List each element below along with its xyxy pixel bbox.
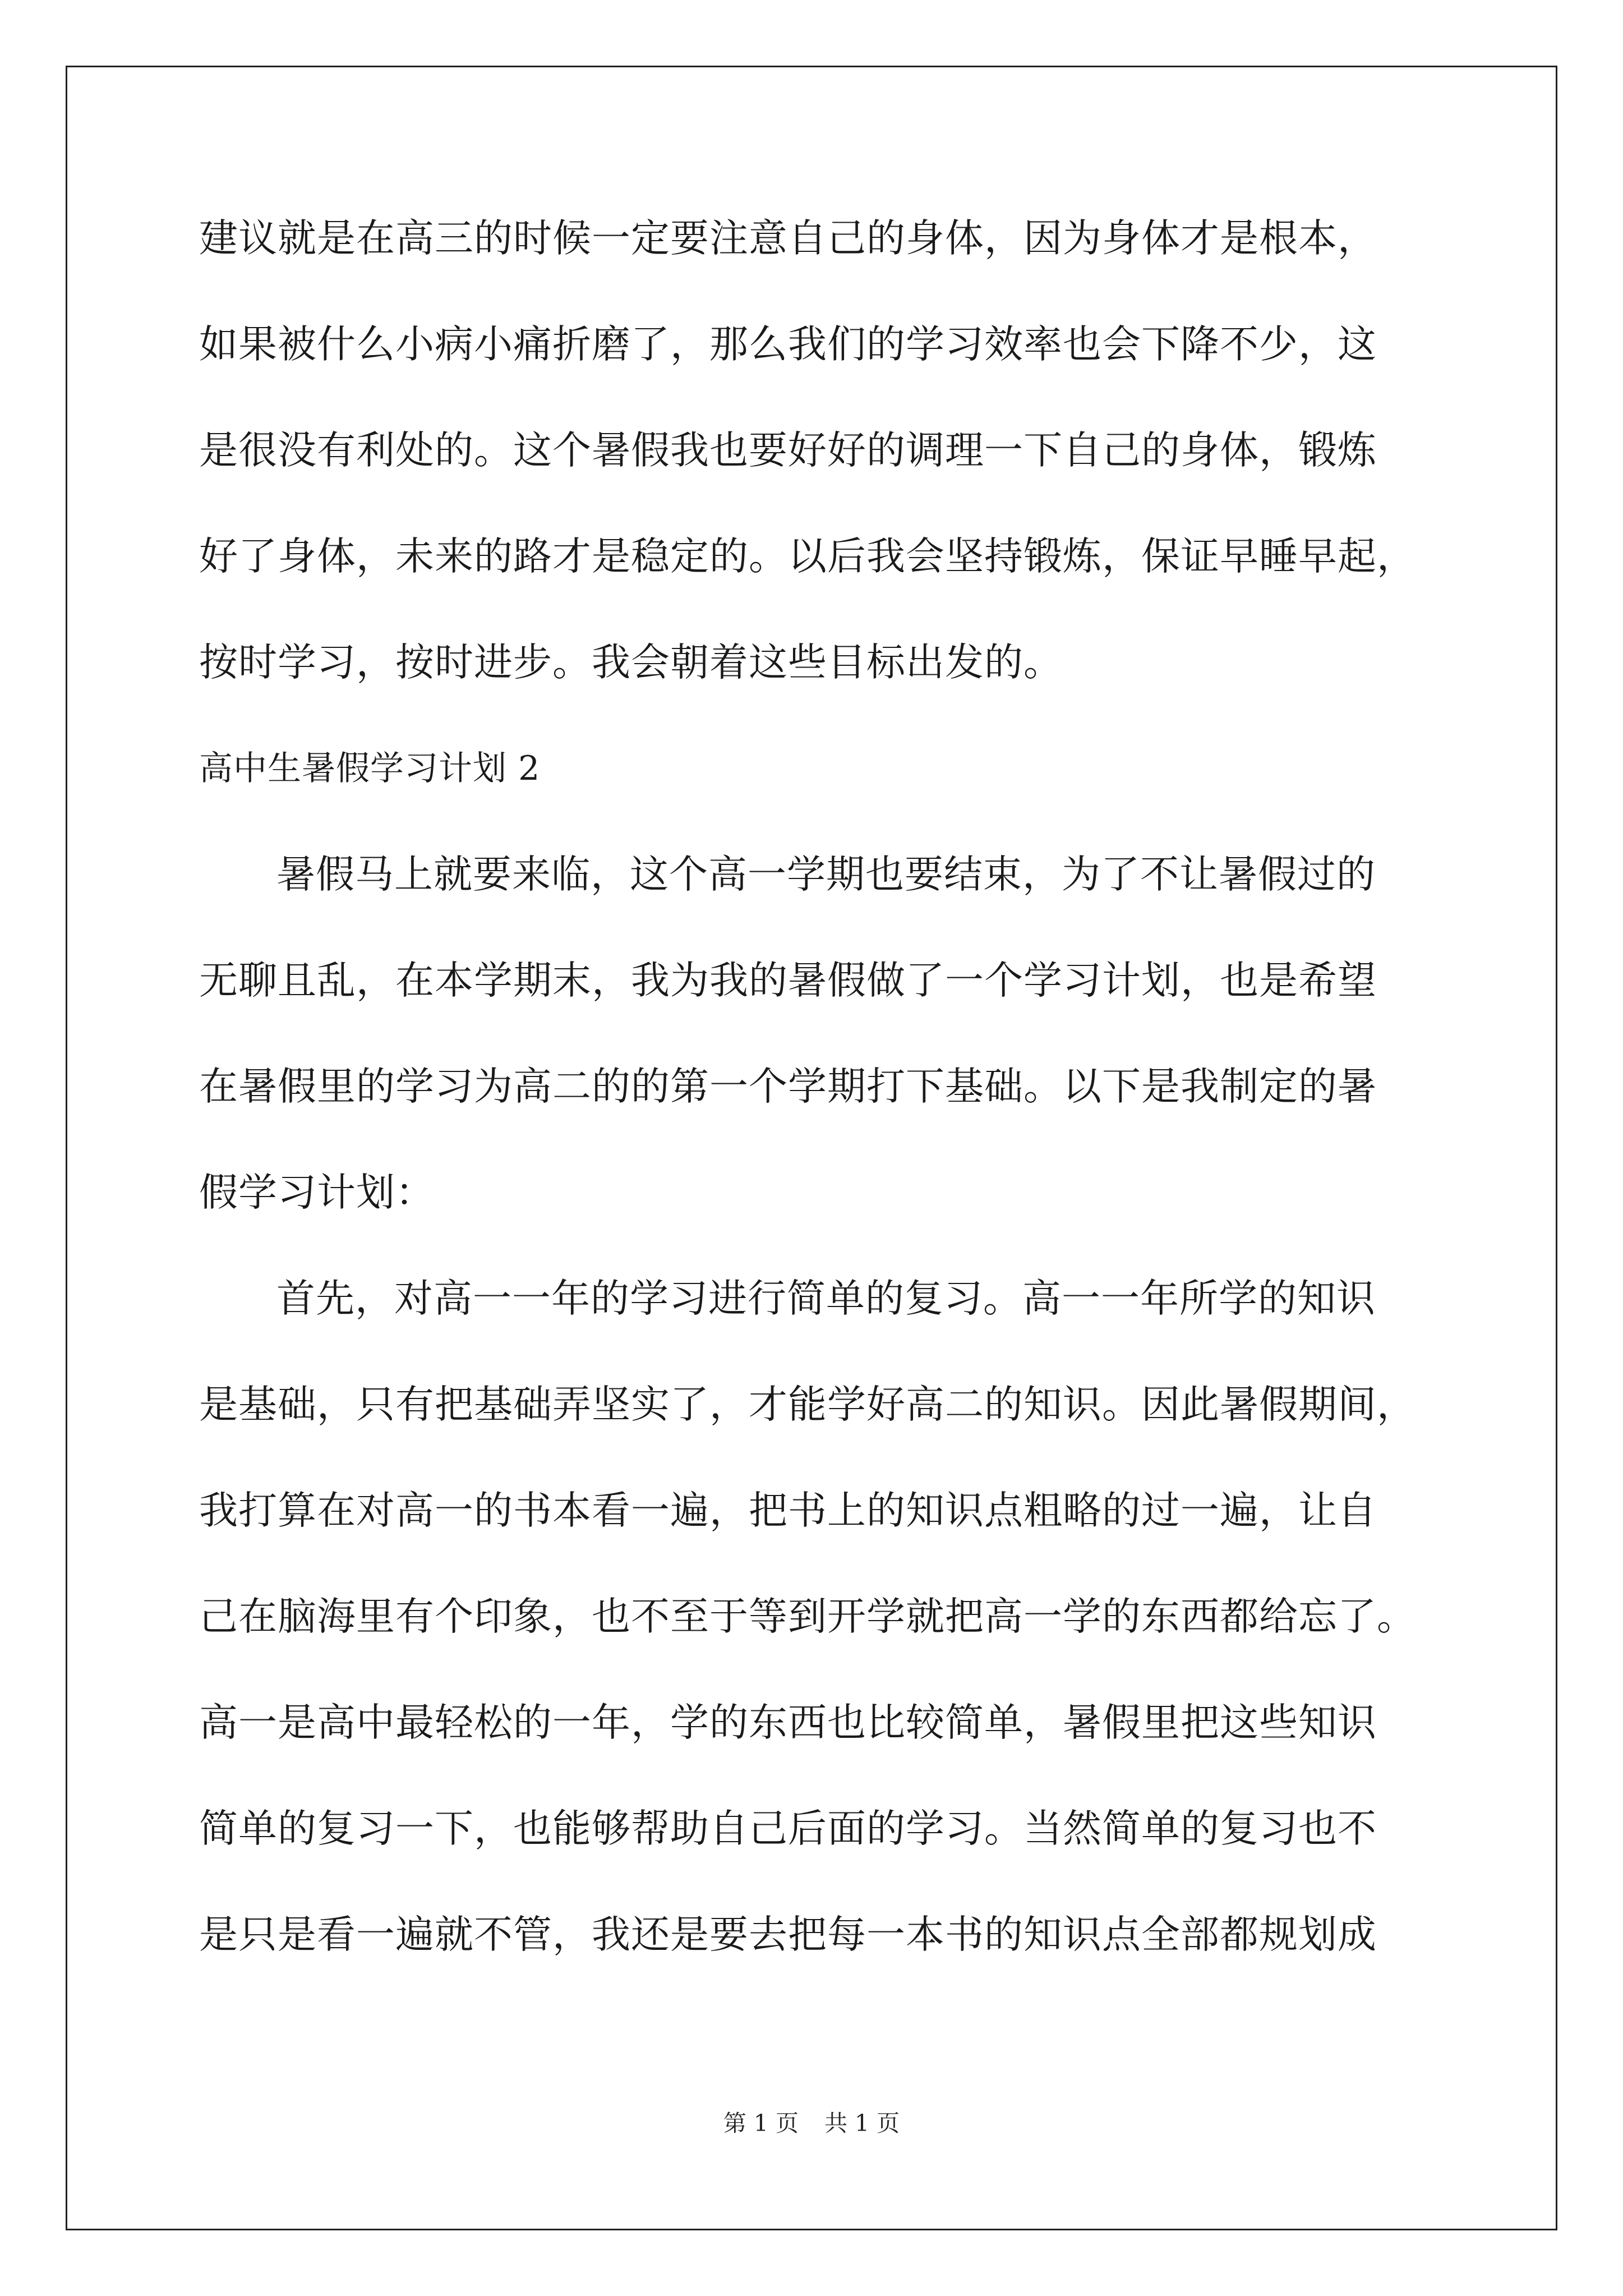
text-line-10: 假学习计划： [199, 1170, 435, 1215]
text-line-7: 暑假马上就要来临，这个高一学期也要结束，为了不让暑假过的 [276, 852, 1376, 897]
text-line-16: 简单的复习一下，也能够帮助自己后面的学习。当然简单的复习也不 [199, 1806, 1377, 1851]
text-line-5: 按时学习，按时进步。我会朝着这些目标出发的。 [199, 640, 1063, 685]
page-total: 共 1 页 [824, 2110, 900, 2137]
text-line-12: 是基础，只有把基础弄坚实了，才能学好高二的知识。因此暑假期间， [199, 1382, 1416, 1427]
text-line-8: 无聊且乱，在本学期末，我为我的暑假做了一个学习计划，也是希望 [199, 958, 1377, 1003]
page-footer [0, 2109, 1623, 2137]
text-line-11: 首先，对高一一年的学习进行简单的复习。高一一年所学的知识 [276, 1276, 1376, 1321]
section-heading: 高中生暑假学习计划 2 [199, 749, 541, 788]
text-line-9: 在暑假里的学习为高二的的第一个学期打下基础。以下是我制定的暑 [199, 1064, 1377, 1109]
text-line-4: 好了身体，未来的路才是稳定的。以后我会坚持锻炼，保证早睡早起， [199, 534, 1416, 579]
text-line-15: 高一是高中最轻松的一年，学的东西也比较简单，暑假里把这些知识 [199, 1700, 1377, 1745]
text-line-13: 我打算在对高一的书本看一遍，把书上的知识点粗略的过一遍，让自 [199, 1488, 1377, 1533]
text-line-2: 如果被什么小病小痛折磨了，那么我们的学习效率也会下降不少，这 [199, 322, 1377, 367]
text-line-14: 己在脑海里有个印象，也不至于等到开学就把高一学的东西都给忘了。 [199, 1594, 1416, 1639]
document-body [199, 213, 1427, 2016]
text-line-1: 建议就是在高三的时候一定要注意自己的身体，因为身体才是根本， [199, 216, 1377, 261]
page-number: 第 1 页 [723, 2110, 799, 2137]
text-line-3: 是很没有利处的。这个暑假我也要好好的调理一下自己的身体，锻炼 [199, 428, 1377, 473]
text-line-17: 是只是看一遍就不管，我还是要去把每一本书的知识点全部都规划成 [199, 1912, 1377, 1957]
